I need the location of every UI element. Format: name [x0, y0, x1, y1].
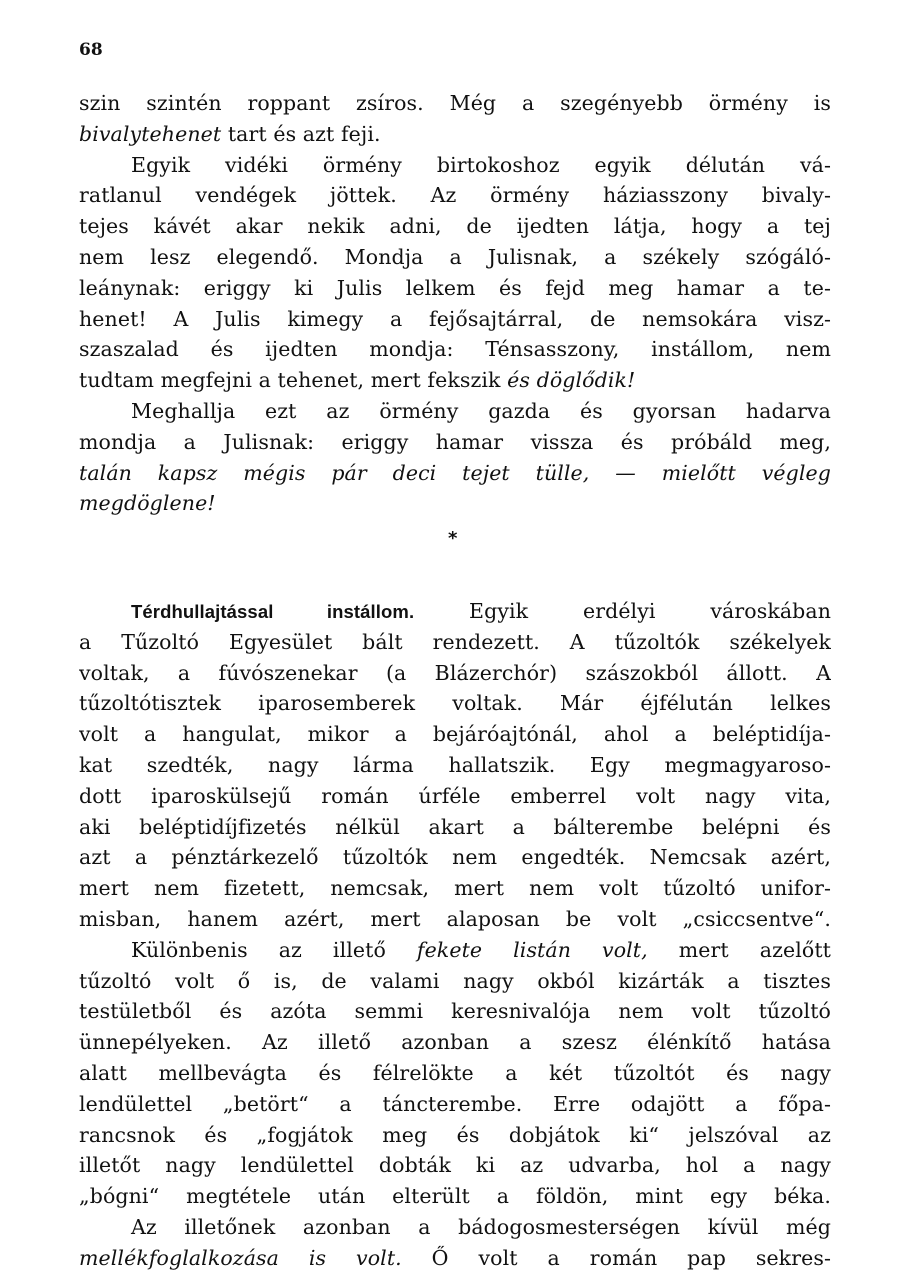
text-line: aki beléptidíjfizetés nélkül akart a bálterembe belépni és	[79, 814, 831, 839]
anecdote-firemen-ball	[79, 596, 831, 1274]
anecdote-buffalo-milk	[79, 88, 831, 519]
text-line: testületből és azóta semmi keresnivalója nem volt tűzoltó	[79, 999, 831, 1024]
text-line: a Tűzoltó Egyesület bált rendezett. A tűzoltók székelyek	[79, 629, 831, 654]
text-line: szin szintén roppant zsíros. Még a szegényebb örmény is	[79, 91, 831, 115]
italic-phrase: bivalytehenet	[79, 121, 222, 146]
italic-phrase: fekete listán volt,	[416, 937, 648, 962]
page-number: 68	[79, 40, 103, 60]
text-line: mellékfoglalkozása is volt. Ő volt a román pap sekres-	[79, 1245, 831, 1270]
paragraph-start: Különbenis az illető fekete listán volt, mert azelőtt	[131, 937, 831, 962]
text-line: azt a pénztárkezelő tűzoltók nem engedték. Nemcsak azért,	[79, 845, 831, 870]
text-line: tudtam megfejni a tehenet, mert fekszik és döglődik!	[79, 368, 636, 393]
text-line: bivalytehenet tart és azt feji.	[79, 121, 381, 146]
text-line: dott iparoskülsejű román úrféle emberrel volt nagy vita,	[79, 783, 831, 808]
text-line: lendülettel „betört“ a táncterembe. Erre odajött a főpa-	[79, 1091, 831, 1116]
text-line: henet! A Julis kimegy a fejősajtárral, de nemsokára visz-	[79, 306, 831, 331]
text-line: illetőt nagy lendülettel dobták ki az udvarba, hol a nagy	[79, 1153, 831, 1178]
text-line: tűzoltó volt ő is, de valami nagy okból kizárták a tisztes	[79, 968, 831, 993]
italic-phrase: mellékfoglalkozása is volt.	[79, 1245, 402, 1270]
paragraph-start: Meghallja ezt az örmény gazda és gyorsan hadarva	[131, 398, 831, 423]
text-line: nem lesz elegendő. Mondja a Julisnak, a székely szógáló-	[79, 244, 831, 269]
paragraph-start: Térdhullajtással instállom. Egyik erdélyi városkában	[131, 599, 831, 623]
italic-line: megdöglene!	[79, 491, 216, 516]
section-separator: *	[448, 528, 458, 549]
text-line: tűzoltótisztek iparosemberek voltak. Már éjfélután lelkes	[79, 691, 831, 716]
text-line: volt a hangulat, mikor a bejáróajtónál, ahol a beléptidíja-	[79, 722, 831, 747]
italic-phrase: és döglődik!	[507, 368, 636, 393]
text-line: rancsnok és „fogjátok meg és dobjátok ki“ jelszóval az	[79, 1122, 831, 1147]
text-line: alatt mellbevágta és félrelökte a két tűzoltót és nagy	[79, 1060, 831, 1085]
text-line: ünnepélyeken. Az illető azonban a szesz élénkítő hatása	[79, 1030, 831, 1055]
text-line: kat szedték, nagy lárma hallatszik. Egy megmagyaroso-	[79, 752, 831, 777]
text-line: tejes kávét akar nekik adni, de ijedten látja, hogy a tej	[79, 214, 831, 239]
paragraph-start: Az illetőnek azonban a bádogosmesterségen kívül még	[131, 1214, 831, 1239]
text-line: „bógni“ megtétele után elterült a földön, mint egy béka.	[79, 1184, 831, 1209]
text-line: mondja a Julisnak: eriggy hamar vissza és próbáld meg,	[79, 429, 831, 454]
text-line: leánynak: eriggy ki Julis lelkem és fejd meg hamar a te-	[79, 275, 831, 300]
text-line: misban, hanem azért, mert alaposan be volt „csiccsentve“.	[79, 906, 831, 931]
text-line: ratlanul vendégek jöttek. Az örmény háziasszony bivaly-	[79, 183, 831, 208]
italic-line: talán kapsz mégis pár deci tejet tülle, — mielőtt végleg	[79, 460, 831, 485]
paragraph-start: Egyik vidéki örmény birtokoshoz egyik délután vá-	[131, 152, 831, 177]
text-line: szaszalad és ijedten mondja: Ténsasszony, instállom, nem	[79, 337, 831, 362]
text-line: voltak, a fúvószenekar (a Blázerchór) szászokból állott. A	[79, 660, 831, 685]
text-line: mert nem fizetett, nemcsak, mert nem volt tűzoltó unifor-	[79, 876, 831, 901]
section-heading: Térdhullajtással instállom.	[131, 601, 415, 622]
